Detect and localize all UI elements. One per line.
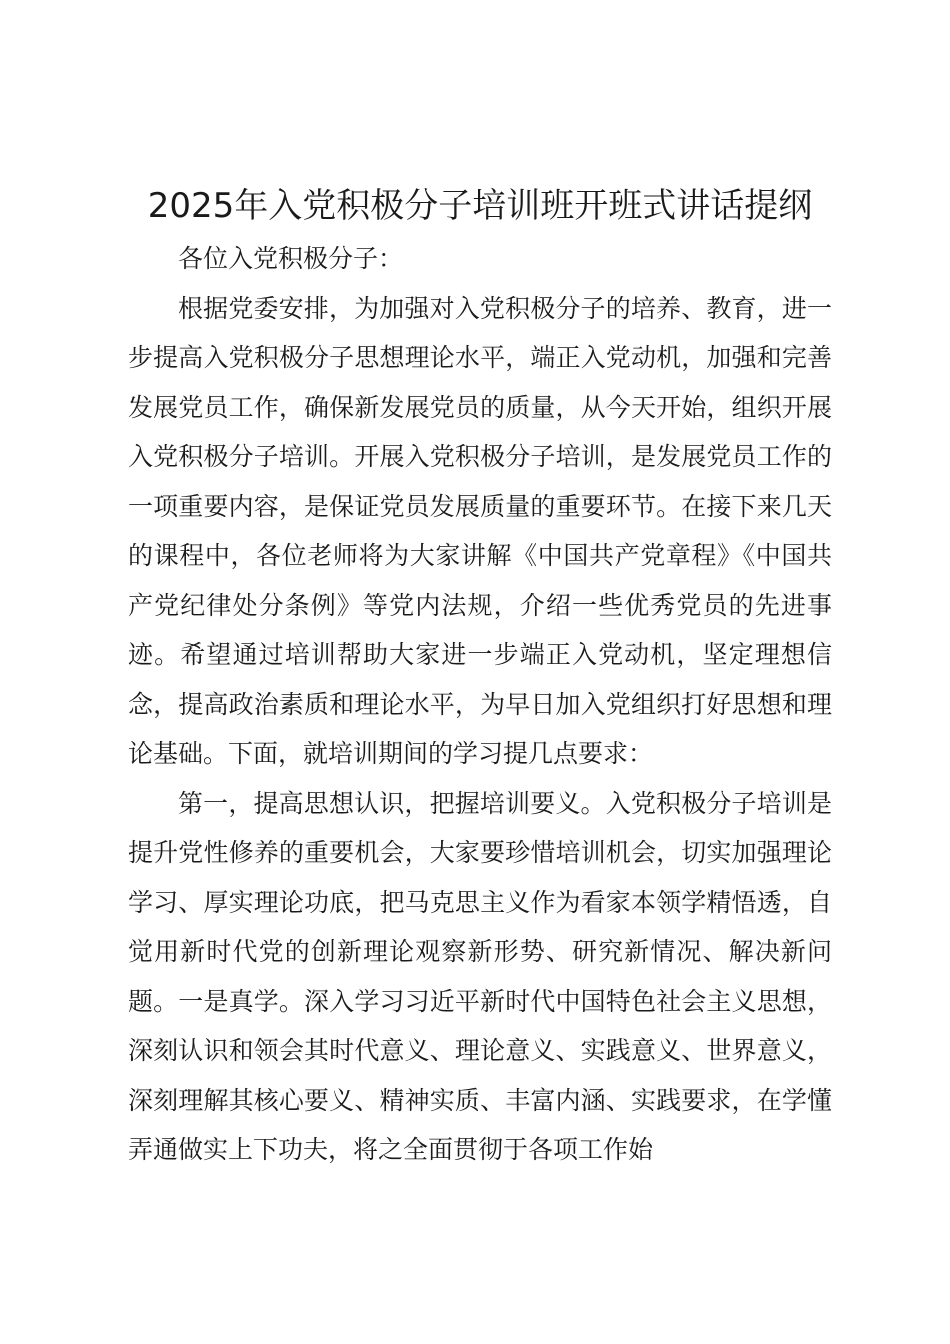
paragraph-intro: 根据党委安排，为加强对入党积极分子的培养、教育，进一步提高入党积极分子思想理论水平，端正入党动机，加强和完善发展党员工作，确保新发展党员的质量，从今天开始，组织开展入党积极分子培训。开展入党积极分子培训，是发展党员工作的一项重要内容，是保证党员发展质量的重要环节。在接下来几天的课程中，各位老师将为大家讲解《中国共产党章程》《中国共产党纪律处分条例》等党内法规，介绍一些优秀党员的先进事迹。希望通过培训帮助大家进一步端正入党动机，坚定理想信念，提高政治素质和理论水平，为早日加入党组织打好思想和理论基础。下面，就培训期间的学习提几点要求：	[128, 293, 832, 768]
document-title: 2025年入党积极分子培训班开班式讲话提纲	[147, 186, 813, 226]
document-page	[128, 178, 832, 1175]
paragraph-first-requirement: 第一，提高思想认识，把握培训要义。入党积极分子培训是提升党性修养的重要机会，大家要珍惜培训机会，切实加强理论学习、厚实理论功底，把马克思主义作为看家本领学精悟透，自觉用新时代党的创新理论观察新形势、研究新情况、解决新问题。一是真学。深入学习习近平新时代中国特色社会主义思想，深刻认识和领会其时代意义、理论意义、实践意义、世界意义，深刻理解其核心要义、精神实质、丰富内涵、实践要求，在学懂弄通做实上下功夫，将之全面贯彻于各项工作始	[128, 788, 832, 1164]
salutation: 各位入党积极分子：	[178, 244, 404, 273]
